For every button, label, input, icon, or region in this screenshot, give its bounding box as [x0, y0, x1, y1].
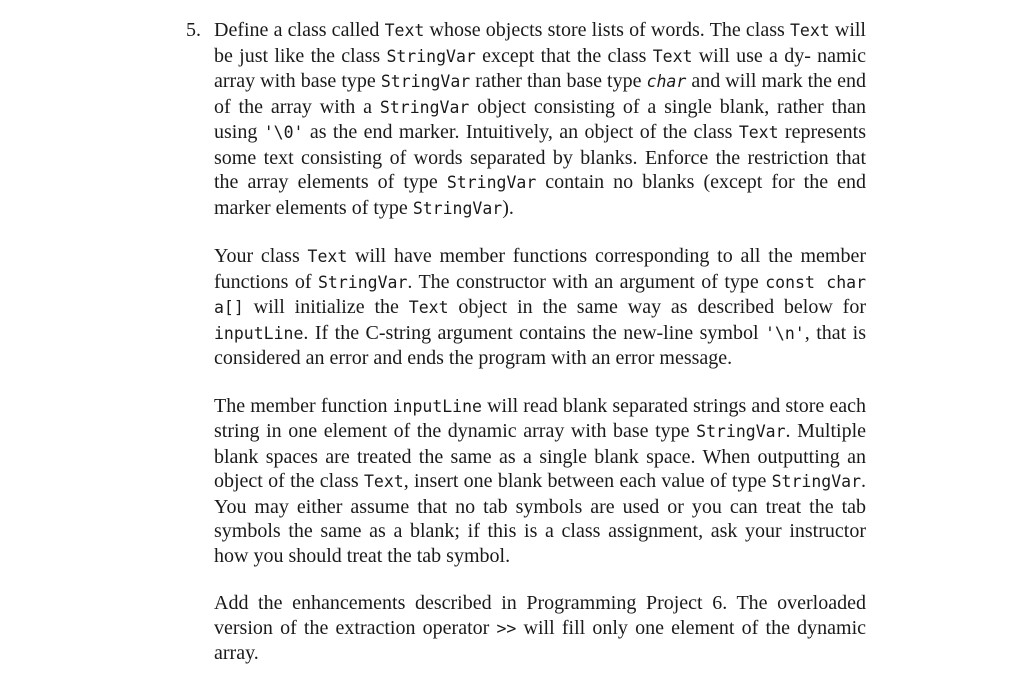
text-run: and will mark the end of the array with a — [214, 70, 866, 118]
text-run: ). — [502, 196, 514, 219]
code-identifier: Text — [738, 123, 779, 142]
text-run: will be just like the class — [214, 19, 866, 67]
code-identifier: StringVar — [380, 72, 471, 91]
text-run: . Multiple blank spaces are treated the same as a single blank space. When outputting an object of the class — [214, 420, 867, 492]
paragraph-member-functions — [214, 244, 866, 371]
text-run: . The constructor with an argument of type — [407, 270, 766, 293]
code-identifier: StringVar — [412, 198, 503, 218]
code-identifier: Text — [384, 21, 425, 40]
text-run: as the end marker. Intuitively, an object of the class — [303, 121, 739, 143]
paragraph-enhancements — [214, 591, 866, 666]
text-run: represents some text consisting of words separated by blanks. Enforce the restriction that the array elements of type — [214, 121, 867, 193]
text-run: will initialize the — [243, 296, 409, 318]
code-identifier: StringVar — [379, 97, 470, 117]
text-run: object consisting of a single blank, rather than using — [214, 95, 866, 143]
paragraph-class-definition — [214, 18, 866, 221]
code-identifier: Text — [652, 46, 693, 66]
code-identifier: Text — [408, 298, 449, 317]
code-identifier: StringVar — [771, 472, 861, 491]
code-identifier: StringVar — [446, 173, 537, 192]
code-identifier: StringVar — [317, 272, 408, 292]
code-identifier: inputLine — [392, 396, 482, 416]
text-run: whose objects store lists of words. The class — [424, 19, 790, 41]
text-run: will use a dy- namic array with base type — [214, 44, 866, 92]
code-keyword: char — [646, 72, 687, 91]
text-run: , insert one blank between each value of type — [403, 470, 772, 492]
text-run: , that is considered an error and ends the program with an error message. — [214, 321, 866, 369]
code-identifier: inputLine — [214, 323, 304, 343]
text-run: object in the same way as described below for — [448, 296, 866, 318]
code-identifier: StringVar — [386, 46, 476, 66]
code-identifier: Text — [789, 21, 830, 40]
code-literal: '\n' — [764, 323, 805, 343]
code-operator: >> — [496, 618, 517, 638]
exercise-number: 5. — [186, 19, 201, 41]
text-run: Your class — [214, 245, 308, 267]
code-identifier: Text — [363, 472, 404, 491]
text-run: The member function — [214, 394, 393, 417]
text-run: will have member functions corresponding to all the member functions of — [214, 245, 866, 293]
text-run: . You may either assume that no tab symbols are used or you can treat the tab symbols the same as a blank; if this is a class assignment, ask your instructor how you should treat the tab symbol. — [214, 470, 866, 567]
exercise-5 — [186, 18, 866, 689]
text-run: Define a class called — [214, 19, 385, 41]
code-literal: '\0' — [263, 123, 304, 142]
text-run: will fill only one element of the dynamic array. — [214, 616, 867, 664]
text-run: will read blank separated strings and store each string in one element of the dynamic array with base type — [214, 394, 866, 442]
code-identifier: StringVar — [696, 422, 786, 441]
exercise-body — [214, 18, 866, 666]
text-run: contain no blanks (except for the end marker elements of type — [214, 171, 867, 219]
text-run: rather than base type — [470, 70, 647, 92]
paragraph-inputline — [214, 394, 866, 569]
code-identifier: Text — [307, 247, 348, 266]
text-run: . If the C-string argument contains the new-line symbol — [303, 321, 765, 344]
text-run: Add the enhancements described in Programming Project 6. The overloaded version of the extraction operator — [214, 592, 866, 639]
text-run: except that the class — [475, 44, 653, 67]
code-signature: const char a[] — [214, 272, 867, 317]
